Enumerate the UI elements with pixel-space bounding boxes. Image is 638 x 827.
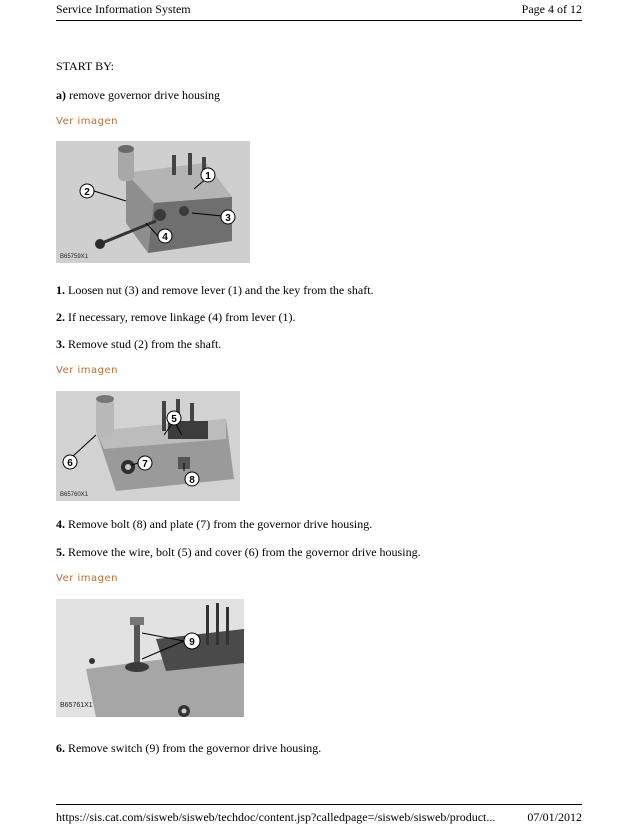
step-4-text: Remove bolt (8) and plate (7) from the governor drive housing. — [65, 517, 373, 531]
figure-2-callout-7 — [138, 456, 152, 470]
step-3 — [56, 337, 221, 351]
figure-1-callout-4 — [158, 229, 172, 243]
figure-3-callout-9 — [184, 633, 200, 649]
figure-1-callout-2 — [80, 184, 94, 198]
svg-text:8: 8 — [189, 475, 195, 486]
figure-3-photo — [56, 599, 244, 717]
view-image-link-3[interactable]: Ver imagen — [56, 573, 118, 584]
step-1 — [56, 283, 374, 297]
figure-3-code: B65761X1 — [60, 702, 93, 709]
svg-text:4: 4 — [162, 232, 168, 243]
page-number: Page 4 of 12 — [521, 2, 582, 16]
step-2-number: 2. — [56, 310, 65, 324]
figure-1-code: B65759X1 — [60, 254, 89, 260]
figure-1-callout-3 — [221, 210, 235, 224]
step-3-number: 3. — [56, 337, 65, 351]
step-6-number: 6. — [56, 741, 65, 755]
svg-text:7: 7 — [142, 459, 148, 470]
svg-text:3: 3 — [225, 213, 231, 224]
step-1-number: 1. — [56, 283, 65, 297]
svg-text:1: 1 — [205, 171, 211, 182]
figure-2-callout-5 — [167, 411, 181, 425]
figure-2-photo — [56, 391, 240, 501]
header-title: Service Information System — [56, 2, 191, 16]
step-a-label: a) — [56, 88, 66, 102]
svg-text:2: 2 — [84, 187, 90, 198]
svg-text:5: 5 — [171, 414, 177, 425]
step-a — [56, 88, 220, 102]
svg-text:9: 9 — [189, 637, 195, 648]
figure-2-callout-6 — [63, 455, 77, 469]
source-url: https://sis.cat.com/sisweb/sisweb/techdoc/content.jsp?calledpage=/sisweb/sisweb/product... — [56, 810, 496, 824]
print-date: 07/01/2012 — [527, 810, 582, 824]
step-1-text: Loosen nut (3) and remove lever (1) and the key from the shaft. — [65, 283, 374, 297]
step-6 — [56, 741, 321, 755]
figure-2-code: B65760X1 — [60, 492, 89, 498]
page-footer — [56, 804, 582, 827]
start-by-heading: START BY: — [56, 59, 115, 73]
step-5-text: Remove the wire, bolt (5) and cover (6) from the governor drive housing. — [65, 545, 421, 559]
step-4-number: 4. — [56, 517, 65, 531]
figure-1-photo — [56, 141, 250, 263]
view-image-link-2[interactable]: Ver imagen — [56, 365, 118, 376]
step-5 — [56, 545, 421, 559]
figure-2-callout-8 — [185, 472, 199, 486]
step-2 — [56, 310, 295, 324]
step-6-text: Remove switch (9) from the governor drive housing. — [65, 741, 322, 755]
step-4 — [56, 517, 372, 531]
step-5-number: 5. — [56, 545, 65, 559]
figure-1-callout-1 — [201, 168, 215, 182]
page-header — [56, 0, 582, 21]
step-a-text: remove governor drive housing — [66, 88, 220, 102]
step-2-text: If necessary, remove linkage (4) from lever (1). — [65, 310, 296, 324]
svg-text:6: 6 — [67, 458, 73, 469]
step-3-text: Remove stud (2) from the shaft. — [65, 337, 222, 351]
view-image-link-1[interactable]: Ver imagen — [56, 116, 118, 127]
